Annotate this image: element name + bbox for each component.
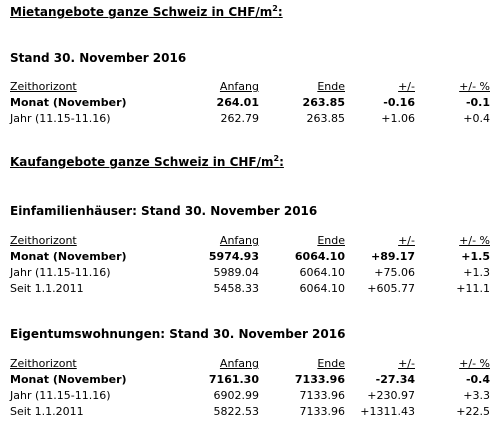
row-label: Jahr (11.15-11.16) [10,389,111,402]
table-row [10,265,490,281]
value-change-percent: +0.4 [463,112,490,125]
value-ende: 7133.96 [294,373,345,386]
value-change: -0.16 [383,96,415,109]
column-header-ende: Ende [317,234,345,247]
column-header-change-percent: +/- % [459,80,490,93]
value-ende: 7133.96 [299,389,345,402]
row-label: Monat (November) [10,373,127,386]
table-header-row [10,79,490,95]
value-change-percent: +1.5 [461,250,490,263]
value-anfang: 5989.04 [213,266,259,279]
value-anfang: 264.01 [216,96,259,109]
column-header-anfang: Anfang [219,80,259,93]
row-label: Monat (November) [10,250,127,263]
column-header-change: +/- [398,80,415,93]
value-anfang: 5822.53 [213,405,259,418]
table-header-row [10,356,490,372]
value-change-percent: -0.4 [465,373,490,386]
value-change: +1311.43 [360,405,415,418]
value-ende: 263.85 [306,112,345,125]
table-row [10,249,490,265]
column-header-zeithorizont: Zeithorizont [10,357,77,370]
value-ende: 6064.10 [294,250,345,263]
apartments-status-subheading: Eigentumswohnungen: Stand 30. November 2016 [10,327,346,341]
value-ende: 7133.96 [299,405,345,418]
column-header-change: +/- [398,234,415,247]
row-label: Seit 1.1.2011 [10,282,84,295]
table-row [10,388,490,404]
value-change-percent: +1.3 [463,266,490,279]
value-anfang: 5974.93 [208,250,259,263]
value-change-percent: +22.5 [456,405,490,418]
value-change-percent: +11.1 [456,282,490,295]
value-anfang: 5458.33 [213,282,259,295]
table-row [10,281,490,297]
column-header-anfang: Anfang [219,357,259,370]
value-anfang: 262.79 [220,112,259,125]
value-change: +75.06 [374,266,415,279]
column-header-change-percent: +/- % [459,357,490,370]
table-row [10,372,490,388]
value-change: +89.17 [370,250,415,263]
row-label: Monat (November) [10,96,127,109]
column-header-change: +/- [398,357,415,370]
value-ende: 6064.10 [299,266,345,279]
purchase-offers-heading: Kaufangebote ganze Schweiz in CHF/$m^2$: [10,154,284,169]
column-header-anfang: Anfang [219,234,259,247]
column-header-zeithorizont: Zeithorizont [10,234,77,247]
value-anfang: 6902.99 [213,389,259,402]
value-change: +605.77 [367,282,415,295]
table-row [10,111,490,127]
houses-status-subheading: Einfamilienhäuser: Stand 30. November 2016 [10,204,318,218]
value-anfang: 7161.30 [208,373,259,386]
table-row [10,95,490,111]
rent-table [10,79,490,127]
row-label: Jahr (11.15-11.16) [10,266,111,279]
rent-offers-heading: Mietangebote ganze Schweiz in CHF/$m^2$: [10,4,283,19]
value-change-percent: +3.3 [463,389,490,402]
row-label: Seit 1.1.2011 [10,405,84,418]
apartments-table [10,356,490,420]
value-change: -27.34 [375,373,415,386]
rent-status-subheading: Stand 30. November 2016 [10,51,187,65]
column-header-zeithorizont: Zeithorizont [10,80,77,93]
table-row [10,404,490,420]
row-label: Jahr (11.15-11.16) [10,112,111,125]
value-change: +1.06 [381,112,415,125]
houses-table [10,233,490,297]
column-header-ende: Ende [317,357,345,370]
column-header-change-percent: +/- % [459,234,490,247]
value-ende: 263.85 [302,96,345,109]
value-change: +230.97 [367,389,415,402]
table-header-row [10,233,490,249]
column-header-ende: Ende [317,80,345,93]
value-ende: 6064.10 [299,282,345,295]
value-change-percent: -0.1 [465,96,490,109]
